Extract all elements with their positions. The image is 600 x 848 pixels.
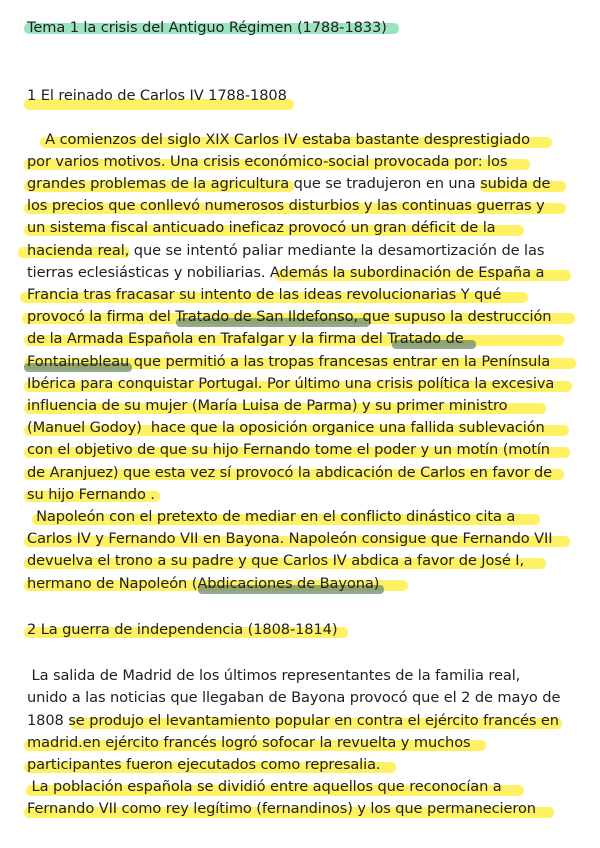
paragraph2-line: La población española se dividió entre aquellos que reconocían a xyxy=(27,778,502,795)
paragraph2-line: La salida de Madrid de los últimos representantes de la familia real, xyxy=(27,667,521,684)
paragraph-line: (Manuel Godoy) hace que la oposición organice una fallida sublevación xyxy=(27,419,545,436)
paragraph-line: de la Armada Española en Trafalgar y la firma del Tratado de xyxy=(27,330,464,347)
paragraph-line: provocó la firma del Tratado de San Ildefonso, que supuso la destrucción xyxy=(27,308,552,325)
paragraph-line: Fontainebleau que permitió a las tropas francesas entrar en la Península xyxy=(27,353,551,370)
paragraph-line: Francia tras fracasar su intento de las ideas revolucionarias Y qué xyxy=(27,286,502,303)
paragraph-line: devuelva el trono a su padre y que Carlos IV abdica a favor de José I, xyxy=(27,552,525,569)
section2-heading: 2 La guerra de independencia (1808-1814) xyxy=(27,621,338,638)
paragraph-line: hermano de Napoleón (Abdicaciones de Bayona) xyxy=(27,575,380,592)
paragraph-line: influencia de su mujer (María Luisa de Parma) y su primer ministro xyxy=(27,397,508,414)
paragraph2-line: participantes fueron ejecutados como represalia. xyxy=(27,756,381,773)
paragraph-line: tierras eclesiásticas y nobiliarias. Además la subordinación de España a xyxy=(27,264,545,281)
paragraph2-line: unido a las noticias que llegaban de Bayona provocó que el 2 de mayo de xyxy=(27,689,561,706)
document-title: Tema 1 la crisis del Antiguo Régimen (1788-1833) xyxy=(27,19,387,36)
paragraph-line: de Aranjuez) que esta vez sí provocó la abdicación de Carlos en favor de xyxy=(27,464,553,481)
paragraph-line: Ibérica para conquistar Portugal. Por último una crisis política la excesiva xyxy=(27,375,555,392)
section1-heading: 1 El reinado de Carlos IV 1788-1808 xyxy=(27,87,287,104)
paragraph-line: los precios que conllevó numerosos disturbios y las continuas guerras y xyxy=(27,197,545,214)
paragraph-line: un sistema fiscal anticuado ineficaz provocó un gran déficit de la xyxy=(27,219,496,236)
paragraph-line: hacienda real, que se intentó paliar mediante la desamortización de las xyxy=(27,242,545,259)
paragraph-line: Carlos IV y Fernando VII en Bayona. Napoleón consigue que Fernando VII xyxy=(27,530,553,547)
paragraph2-line: Fernando VII como rey legítimo (fernandinos) y los que permanecieron xyxy=(27,800,536,817)
paragraph-line: por varios motivos. Una crisis económico-social provocada por: los xyxy=(27,153,508,170)
paragraph-line: su hijo Fernando . xyxy=(27,486,155,503)
paragraph-line: grandes problemas de la agricultura que se tradujeron en una subida de xyxy=(27,175,551,192)
paragraph-line: con el objetivo de que su hijo Fernando tome el poder y un motín (motín xyxy=(27,441,550,458)
paragraph-line: Napoleón con el pretexto de mediar en el conflicto dinástico cita a xyxy=(27,508,516,525)
paragraph2-line: 1808 se produjo el levantamiento popular en contra el ejército francés en xyxy=(27,712,559,729)
paragraph2-line: madrid.en ejército francés logró sofocar la revuelta y muchos xyxy=(27,734,471,751)
paragraph-line: A comienzos del siglo XIX Carlos IV estaba bastante desprestigiado xyxy=(27,131,530,148)
